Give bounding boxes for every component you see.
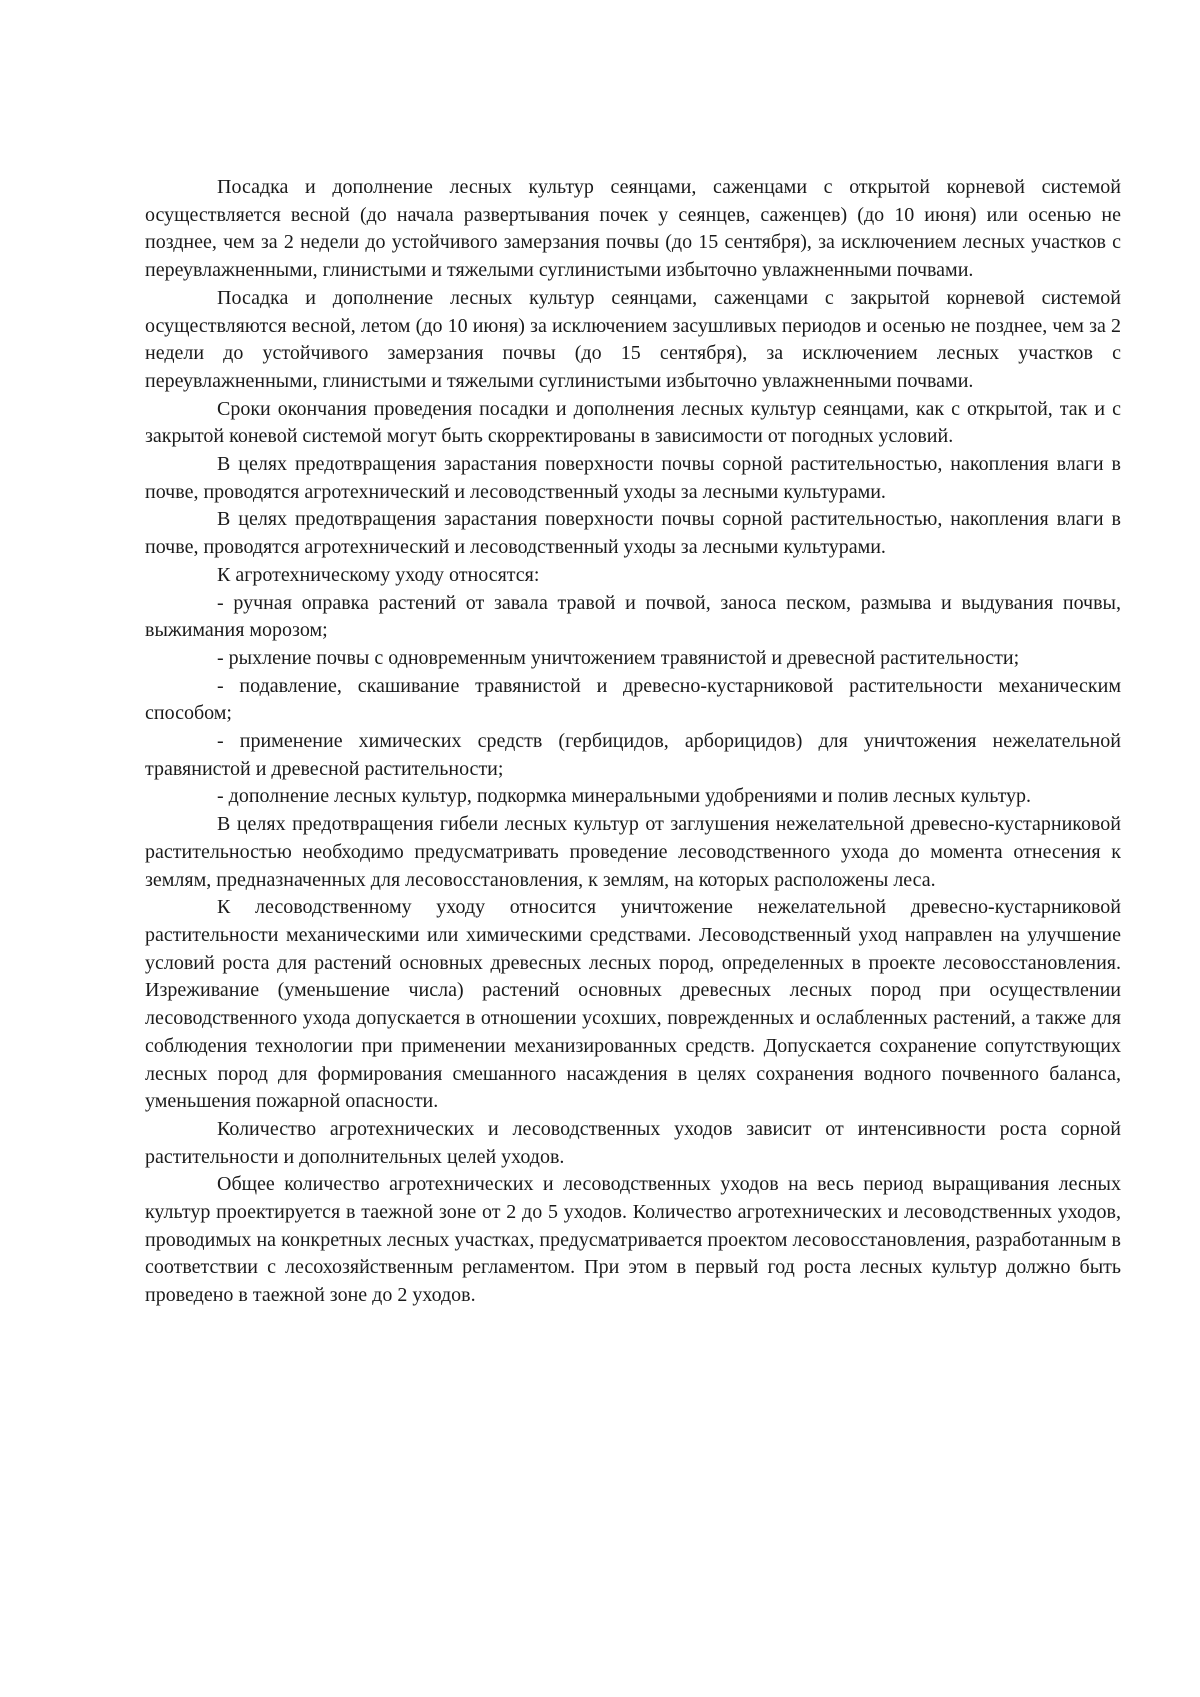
list-item-supplementing: - дополнение лесных культур, подкормка минеральными удобрениями и полив лесных культур. bbox=[217, 785, 1032, 808]
paragraph-planting-open-roots: Посадка и дополнение лесных культур сеянцами, саженцами с открытой корневой системой осуществляется весной (до начала развертывания почек у сеянцев, саженцев) (до 10 июня) или осенью не позднее, чем за 2 недели до устойчивого замерзания почвы (до 15 сентября), за исключением лесных участков с переувлажненными, глинистыми и тяжелыми суглинистыми избыточно увлажненными почвами. bbox=[145, 176, 1121, 282]
paragraph-care-purpose-repeat: В целях предотвращения зарастания поверхности почвы сорной растительностью, накопления влаги в почве, проводятся агротехнический и лесоводственный уходы за лесными культурами. bbox=[145, 508, 1121, 559]
list-item-mowing: - подавление, скашивание травянистой и древесно-кустарниковой растительности механическим способом; bbox=[145, 674, 1121, 725]
paragraph-planting-closed-roots: Посадка и дополнение лесных культур сеянцами, саженцами с закрытой корневой системой осуществляются весной, летом (до 10 июня) за исключением засушливых периодов и осенью не позднее, чем за 2 недели до устойчивого замерзания почвы (до 15 сентября), за исключением лесных участков с переувлажненными, глинистыми и тяжелыми суглинистыми избыточно увлажненными почвами. bbox=[145, 286, 1121, 392]
document-body bbox=[145, 174, 1121, 1310]
paragraph-care-count: Количество агротехнических и лесоводственных уходов зависит от интенсивности роста сорной растительности и дополнительных целей уходов. bbox=[145, 1117, 1121, 1168]
paragraph-silvicultural-care: К лесоводственному уходу относится уничтожение нежелательной древесно-кустарниковой растительности механическими или химическими средствами. Лесоводственный уход направлен на улучшение условий роста для растений основных древесных лесных пород, определенных в проекте лесовосстановления. Изреживание (уменьшение числа) растений основных древесных лесных пород при осуществлении лесоводственного ухода допускается в отношении усохших, поврежденных и ослабленных растений, а также для соблюдения технологии при применении механизированных средств. Допускается сохранение сопутствующих лесных пород для формирования смешанного насаждения в целях сохранения водного почвенного баланса, уменьшения пожарной опасности. bbox=[145, 896, 1121, 1113]
list-item-soil-loosening: - рыхление почвы с одновременным уничтожением травянистой и древесной растительности; bbox=[217, 646, 1020, 669]
paragraph-total-care-count: Общее количество агротехнических и лесоводственных уходов на весь период выращивания лесных культур проектируется в таежной зоне от 2 до 5 уходов. Количество агротехнических и лесоводственных уходов, проводимых на конкретных лесных участках, предусматривается проектом лесовосстановления, разработанным в соответствии с лесохозяйственным регламентом. При этом в первый год роста лесных культур должно быть проведено в таежной зоне до 2 уходов. bbox=[145, 1173, 1121, 1307]
paragraph-agrotech-care-heading: К агротехническому уходу относятся: bbox=[217, 563, 540, 586]
paragraph-planting-deadlines: Сроки окончания проведения посадки и дополнения лесных культур сеянцами, как с открытой, так и с закрытой коневой системой могут быть скорректированы в зависимости от погодных условий. bbox=[145, 397, 1121, 448]
list-item-manual-straightening: - ручная оправка растений от завала травой и почвой, заноса песком, размыва и выдувания почвы, выжимания морозом; bbox=[145, 591, 1121, 642]
paragraph-preventing-death: В целях предотвращения гибели лесных культур от заглушения нежелательной древесно-кустарниковой растительностью необходимо предусматривать проведение лесоводственного ухода до момента отнесения к землям, предназначенных для лесовосстановления, к землям, на которых расположены леса. bbox=[145, 813, 1121, 891]
paragraph-care-purpose: В целях предотвращения зарастания поверхности почвы сорной растительностью, накопления влаги в почве, проводятся агротехнический и лесоводственный уходы за лесными культурами. bbox=[145, 453, 1121, 503]
list-item-chemical-means: - применение химических средств (гербицидов, арборицидов) для уничтожения нежелательной травянистой и древесной растительности; bbox=[145, 730, 1121, 780]
